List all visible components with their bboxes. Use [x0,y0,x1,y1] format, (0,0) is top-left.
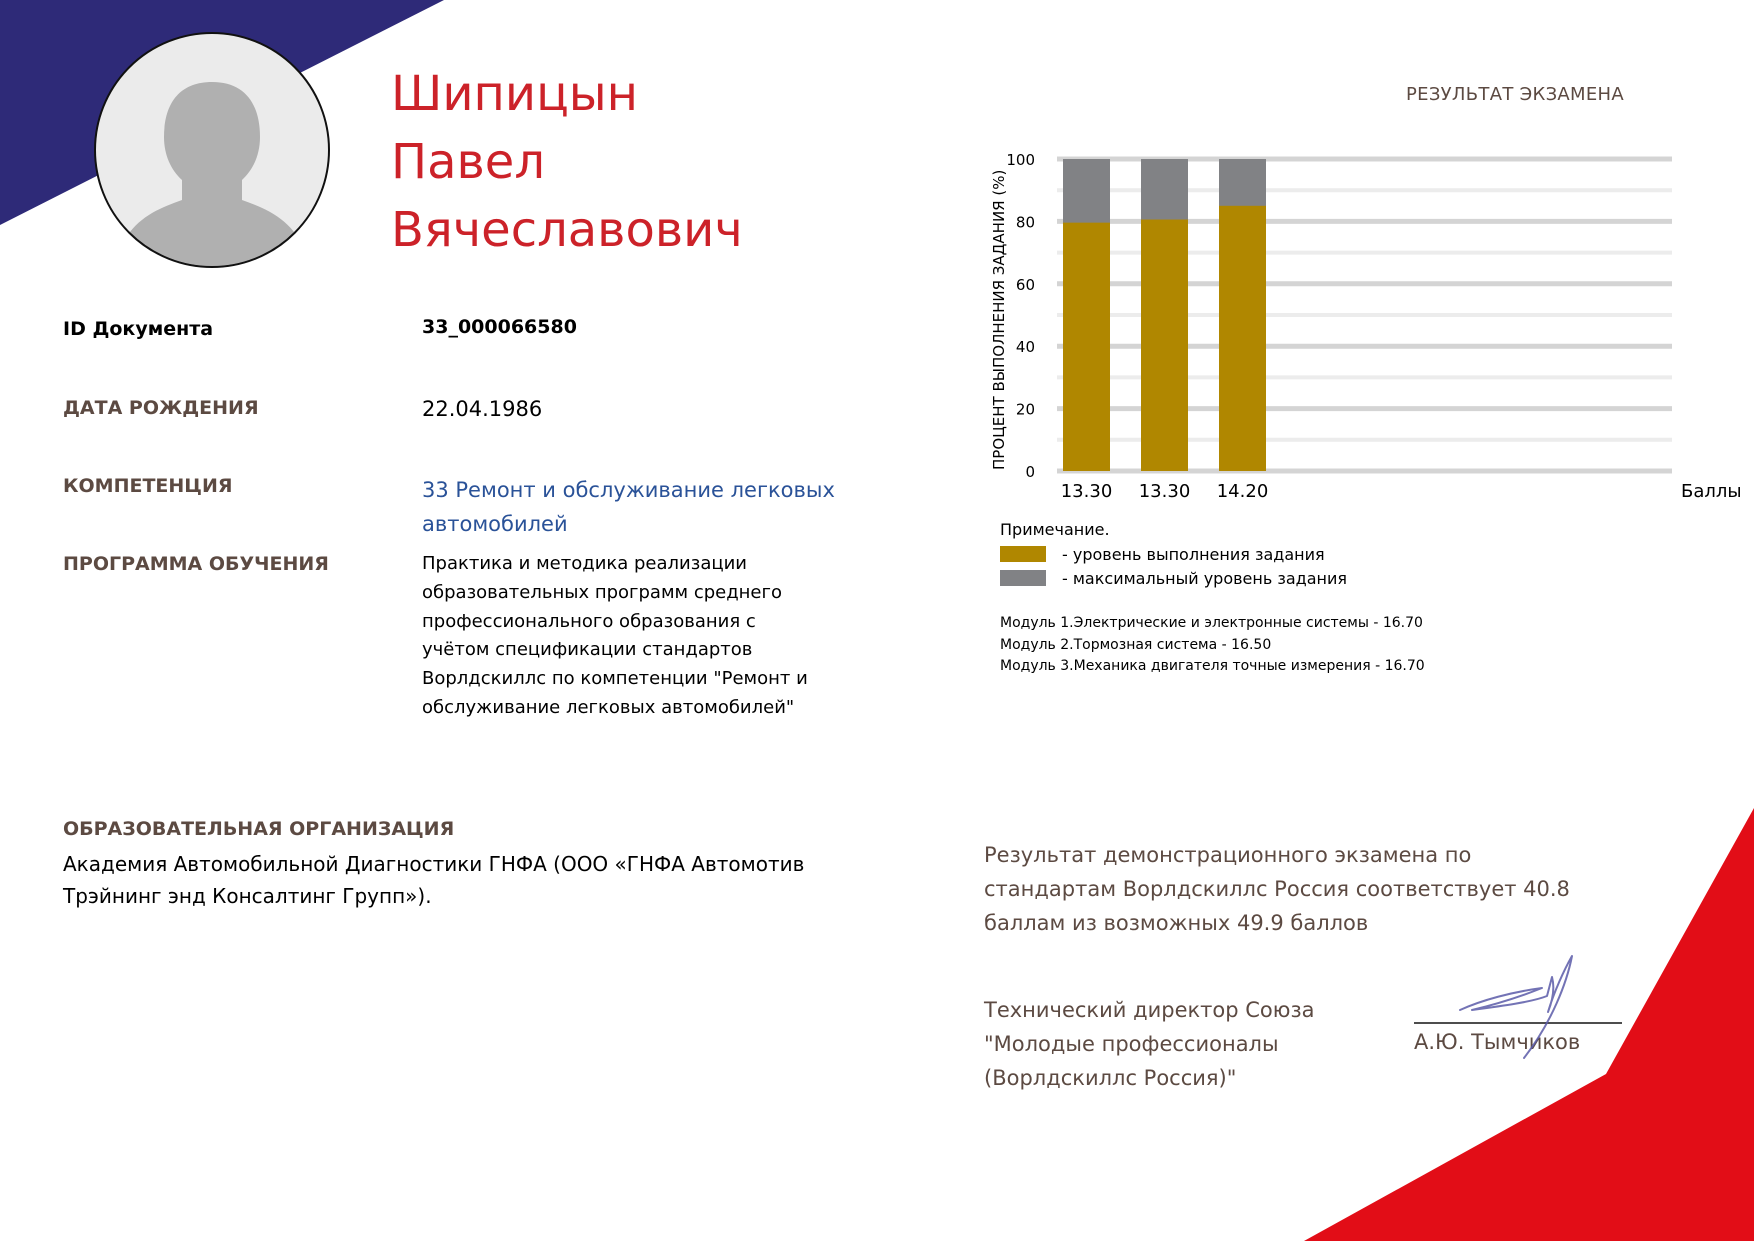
handwritten-signature-icon [1452,952,1582,1062]
id-value: 33_000066580 [422,316,577,338]
person-full-name [391,60,743,264]
module-3: Модуль 3.Механика двигателя точные измерения - 16.70 [1000,658,1425,674]
y-tick-label: 60 [1015,275,1035,294]
y-tick-label: 40 [1015,338,1035,357]
module-1: Модуль 1.Электрические и электронные системы - 16.70 [1000,615,1423,631]
patronymic: Вячеславович [391,202,743,258]
chart-x-axis-label: Баллы [1681,481,1742,502]
chart-y-axis-label: ПРОЦЕНТ ВЫПОЛНЕНИЯ ЗАДАНИЯ (%) [990,169,1008,470]
module-2: Модуль 2.Тормозная система - 16.50 [1000,636,1272,653]
chart-title: РЕЗУЛЬТАТ ЭКЗАМЕНА [1406,84,1624,105]
chart-x-ticks [1061,481,1269,502]
program-label: ПРОГРАММА ОБУЧЕНИЯ [63,553,329,575]
bar-achieved-level [1219,206,1266,471]
y-tick-label: 100 [1006,151,1035,169]
chart-bars [1063,159,1266,471]
bar-achieved-level [1063,223,1110,471]
y-tick-label: 0 [1025,463,1035,481]
program-value: Практика и методика реализации образовательных программ среднего профессионального образования с учётом спецификации стандартов Ворлдскиллс по компетенции "Ремонт и обслуживание легковых автомобилей" [422,553,808,718]
id-label: ID Документа [63,318,214,340]
organization-value: Академия Автомобильной Диагностики ГНФА (ООО «ГНФА Автомотив Трэйнинг энд Консалтинг Групп»). [63,852,805,908]
dob-value: 22.04.1986 [422,397,543,421]
signatory-position: Технический директор Союза "Молодые профессионалы (Ворлдскиллс Россия)" [984,998,1315,1090]
legend-max [1000,569,1347,587]
person-silhouette-icon [94,32,330,268]
x-tick-label: 14.20 [1216,481,1269,502]
exam-result-chart [980,140,1754,510]
signatory-name: А.Ю. Тымчиков [1414,1030,1581,1054]
x-tick-label: 13.30 [1060,481,1113,502]
competence-label: КОМПЕТЕНЦИЯ [63,475,233,497]
legend-max-label: - максимальный уровень задания [1062,568,1348,588]
y-tick-label: 80 [1015,213,1035,232]
y-tick-label: 20 [1015,400,1035,419]
bar-achieved-level [1141,220,1188,471]
chart-y-ticks [1006,151,1035,481]
legend-swatch-gold [1000,546,1046,562]
note-title: Примечание. [1000,520,1110,539]
legend-achieved-label: - уровень выполнения задания [1062,544,1325,564]
competence-value: 33 Ремонт и обслуживание легковых автомобилей [422,478,835,536]
module-list [1000,613,1425,678]
x-tick-label: 13.30 [1138,481,1191,502]
legend-swatch-gray [1000,570,1046,586]
dob-label: ДАТА РОЖДЕНИЯ [63,397,259,419]
last-name: Шипицын [391,66,639,122]
exam-result-text: Результат демонстрационного экзамена по стандартам Ворлдскиллс Россия соответствует 40.8 баллам из возможных 49.9 баллов [984,843,1570,935]
organization-label: ОБРАЗОВАТЕЛЬНАЯ ОРГАНИЗАЦИЯ [63,818,455,840]
legend-achieved [1000,545,1325,563]
first-name: Павел [391,134,546,190]
